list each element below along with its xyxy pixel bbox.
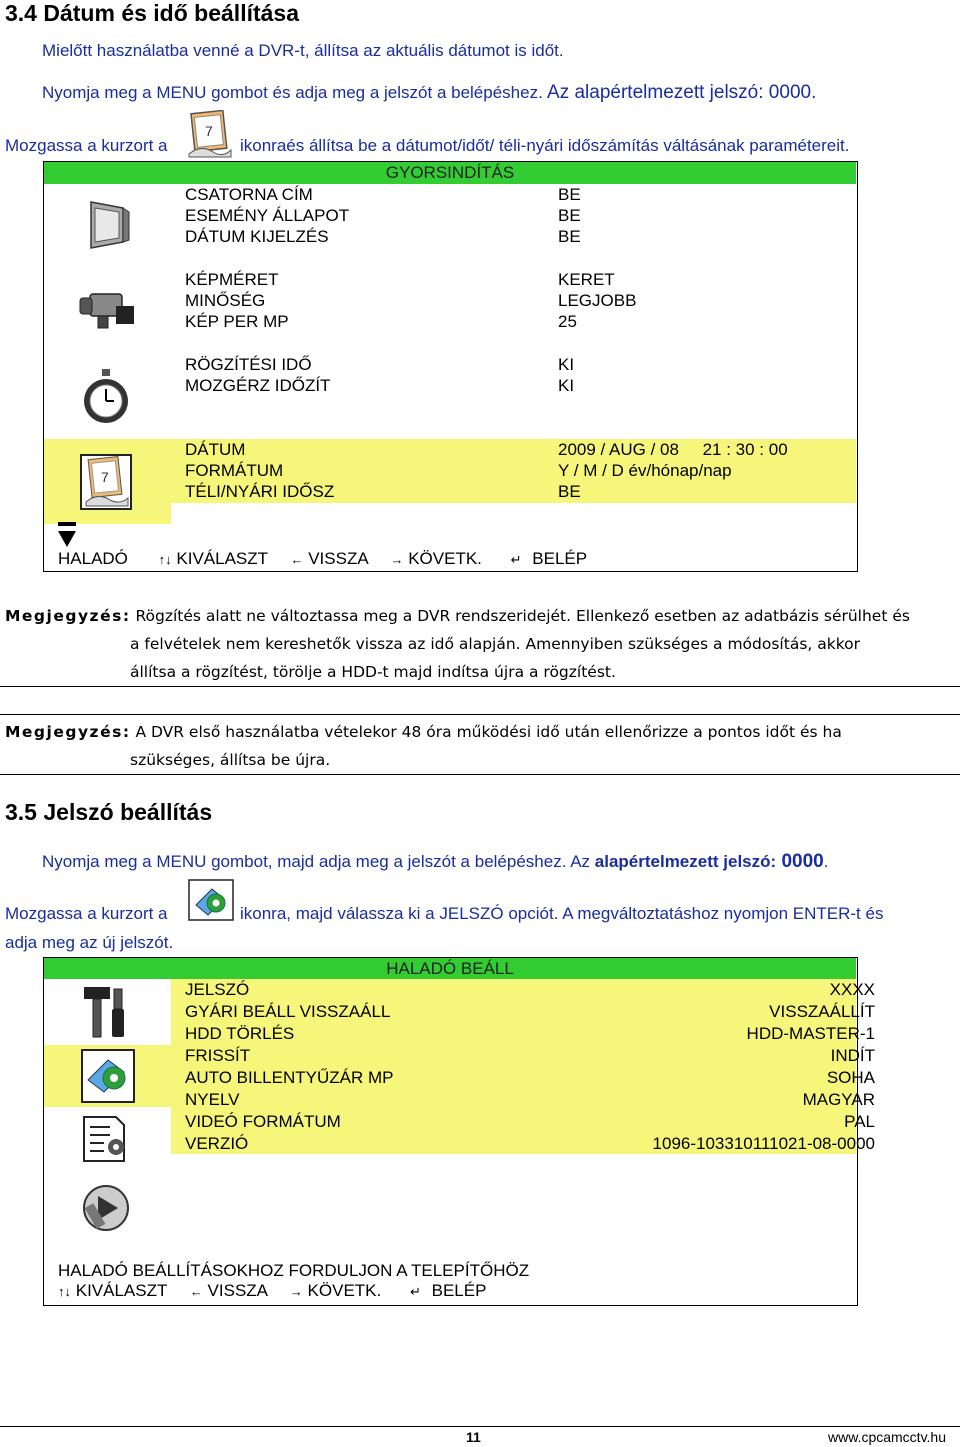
note-1-label: Megjegyzés:: [5, 607, 131, 625]
footer-divider: [0, 1426, 960, 1427]
select-hint[interactable]: KIVÁLASZT: [75, 1281, 168, 1300]
divider: [0, 686, 960, 687]
menu-label-video-format[interactable]: VIDEÓ FORMÁTUM: [185, 1112, 341, 1131]
menu-label-date-display[interactable]: DÁTUM KIJELZÉS: [185, 227, 329, 246]
monitor-icon[interactable]: [85, 198, 131, 259]
note-2-line-2: szükséges, állítsa be újra.: [130, 751, 331, 769]
advanced-nav-bar: [58, 1281, 486, 1301]
quickstart-nav-bar: [58, 549, 587, 569]
cursor-instruction-end: ikonraés állítsa be a dátumot/időt/ téli-nyári időszámítás váltásának paramétereit.: [240, 136, 850, 155]
next-hint[interactable]: KÖVETK.: [408, 549, 482, 568]
menu-label-version: VERZIÓ: [185, 1134, 249, 1153]
menu-value-quality[interactable]: LEGJOBB: [558, 291, 637, 310]
divider: [0, 714, 960, 715]
menu-label-fps[interactable]: KÉP PER MP: [185, 312, 289, 331]
menu-value-motion-timer[interactable]: KI: [558, 376, 575, 395]
playback-icon[interactable]: [80, 1182, 132, 1239]
menu-value-video-format[interactable]: PAL: [844, 1112, 875, 1131]
calendar-icon: [187, 110, 233, 165]
menu-label-record-timer[interactable]: RÖGZÍTÉSI IDŐ: [185, 355, 312, 374]
up-down-arrow-icon: ↑↓: [158, 552, 172, 567]
password-instruction: [42, 851, 828, 873]
menu-value-record-timer[interactable]: KI: [558, 355, 575, 374]
menu-label-format[interactable]: FORMÁTUM: [185, 461, 284, 480]
quickstart-menu-header: GYORSINDÍTÁS: [44, 162, 856, 184]
menu-value-image-size[interactable]: KERET: [558, 270, 615, 289]
page-number: 11: [466, 1429, 481, 1445]
menu-label-dst[interactable]: TÉLI/NYÁRI IDŐSZ: [185, 482, 335, 501]
advanced-menu-header: HALADÓ BEÁLL: [44, 958, 856, 979]
select-hint[interactable]: KIVÁLASZT: [176, 549, 268, 568]
website-url[interactable]: www.cpcamcctv.hu: [828, 1429, 946, 1445]
menu-value-language[interactable]: MAGYAR: [802, 1090, 875, 1109]
default-password-text: Az alapértelmezett jelszó: 0000.: [542, 82, 817, 103]
enter-icon: ↵: [510, 552, 522, 567]
note-1-text-1: Rögzítés alatt ne változtassa meg a DVR rendszeridejét. Ellenkező esetben az adatbázis sérülhet és: [130, 607, 910, 625]
tools-icon[interactable]: [82, 985, 128, 1046]
menu-value-date[interactable]: 2009 / AUG / 08 21 : 30 : 00: [558, 440, 788, 459]
menu-value-event-status[interactable]: BE: [558, 206, 581, 225]
menu-value-password[interactable]: XXXX: [829, 980, 875, 999]
default-password-value: 0000: [776, 851, 824, 872]
cursor-instruction-2-start: Mozgassa a kurzort a: [5, 904, 168, 923]
document-settings-icon[interactable]: [80, 1113, 132, 1170]
left-arrow-icon: ←: [189, 1284, 203, 1299]
section-title-password: 3.5 Jelszó beállítás: [5, 799, 213, 825]
cursor-instruction-start: Mozgassa a kurzort a: [5, 136, 168, 155]
note-2-text-1: A DVR első használatba vételekor 48 óra működési idő után ellenőrizze a pontos időt és ha: [130, 723, 842, 741]
back-hint[interactable]: VISSZA: [207, 1281, 268, 1300]
installer-notice: HALADÓ BEÁLLÍTÁSOKHOZ FORDULJON A TELEPÍTŐHÖZ: [58, 1261, 530, 1280]
note-2-label: Megjegyzés:: [5, 723, 131, 741]
note-1-line-2: a felvételek nem kereshetők vissza az idő alapján. Amennyiben szükséges a módosítás, akkor: [130, 635, 860, 653]
menu-value-date-display[interactable]: BE: [558, 227, 581, 246]
right-arrow-icon: →: [390, 552, 404, 567]
note-1-line-3: állítsa a rögzítést, törölje a HDD-t majd indítsa újra a rögzítést.: [130, 663, 616, 681]
menu-label-hdd-clear[interactable]: HDD TÖRLÉS: [185, 1024, 295, 1043]
cursor-instruction-2-end: ikonra, majd válassza ki a JELSZÓ opciót. A megváltoztatáshoz nyomjon ENTER-t és: [240, 904, 884, 923]
menu-label-upgrade[interactable]: FRISSÍT: [185, 1046, 251, 1065]
period: .: [823, 852, 829, 871]
menu-value-dst[interactable]: BE: [558, 482, 581, 501]
menu-label-auto-keylock[interactable]: AUTO BILLENTYŰZÁR MP: [185, 1068, 394, 1087]
password-instruction-text: Nyomja meg a MENU gombot, majd adja meg a jelszót a belépéshez. Az: [42, 852, 595, 871]
menu-value-hdd-clear[interactable]: HDD-MASTER-1: [746, 1024, 875, 1043]
menu-label-date[interactable]: DÁTUM: [185, 440, 246, 459]
default-password-label: alapértelmezett jelszó:: [594, 852, 777, 871]
menu-value-format[interactable]: Y / M / D év/hónap/nap: [558, 461, 732, 480]
menu-value-auto-keylock[interactable]: SOHA: [826, 1068, 875, 1087]
intro-text: Mielőtt használatba venné a DVR-t, állítsa az aktuális dátumot is időt.: [42, 41, 564, 60]
menu-label-event-status[interactable]: ESEMÉNY ÁLLAPOT: [185, 206, 350, 225]
menu-label-password[interactable]: JELSZÓ: [185, 980, 250, 999]
enter-icon: ↵: [409, 1284, 421, 1299]
next-hint[interactable]: KÖVETK.: [307, 1281, 382, 1300]
advanced-settings-icon[interactable]: [80, 1048, 136, 1109]
svg-text:7: 7: [101, 469, 109, 485]
stopwatch-icon[interactable]: [80, 368, 132, 431]
menu-instruction-text: Nyomja meg a MENU gombot és adja meg a jelszót a belépéshez.: [42, 83, 543, 102]
note-2-line-1: [5, 723, 842, 741]
up-down-arrow-icon: ↑↓: [58, 1284, 71, 1299]
menu-value-channel-title[interactable]: BE: [558, 185, 581, 204]
advanced-button[interactable]: HALADÓ: [58, 549, 128, 568]
menu-value-fps[interactable]: 25: [558, 312, 577, 331]
menu-label-quality[interactable]: MINŐSÉG: [185, 291, 266, 310]
section-title-date-time: 3.4 Dátum és idő beállítása: [5, 0, 300, 26]
enter-hint[interactable]: BELÉP: [532, 549, 588, 568]
menu-label-language[interactable]: NYELV: [185, 1090, 240, 1109]
menu-value-upgrade[interactable]: INDÍT: [830, 1046, 875, 1065]
menu-value-factory-reset[interactable]: VISSZAÁLLÍT: [769, 1002, 875, 1021]
back-hint[interactable]: VISSZA: [308, 549, 368, 568]
advanced-settings-icon: [188, 879, 234, 926]
svg-text:7: 7: [205, 123, 213, 139]
note-1-line-1: [5, 607, 910, 625]
enter-hint[interactable]: BELÉP: [431, 1281, 487, 1300]
menu-value-version: 1096-103310111021-08-0000: [652, 1134, 875, 1153]
menu-label-factory-reset[interactable]: GYÁRI BEÁLL VISSZAÁLL: [185, 1002, 391, 1021]
menu-label-channel-title[interactable]: CSATORNA CÍM: [185, 185, 313, 204]
menu-instruction: [42, 82, 816, 104]
calendar-icon[interactable]: [78, 452, 134, 517]
cursor-instruction-2-cont: adja meg az új jelszót.: [5, 933, 174, 952]
camera-icon[interactable]: [78, 286, 136, 337]
menu-label-motion-timer[interactable]: MOZGÉRZ IDŐZÍT: [185, 376, 331, 395]
left-arrow-icon: ←: [290, 552, 304, 567]
divider: [0, 774, 960, 775]
right-arrow-icon: →: [289, 1284, 303, 1299]
menu-label-image-size[interactable]: KÉPMÉRET: [185, 270, 279, 289]
